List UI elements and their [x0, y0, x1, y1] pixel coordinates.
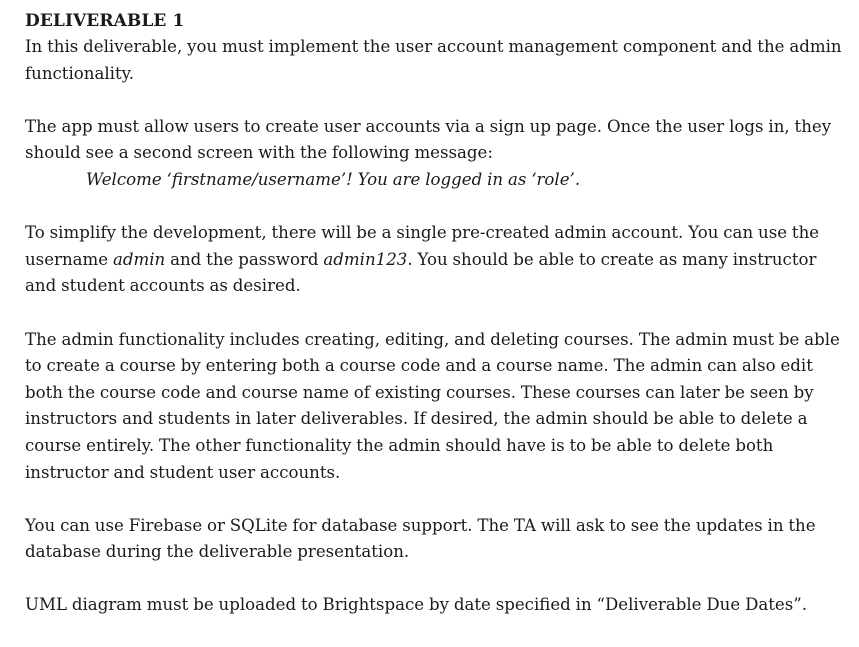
paragraph-gap: [25, 87, 845, 114]
welcome-message: Welcome ‘firstname/username’! You are logged in as ‘role’.: [86, 169, 581, 189]
paragraph-gap: [25, 300, 845, 327]
admin-account-text-start: To simplify the development, there will be a single pre-created admin account. You can use the username: [25, 223, 820, 269]
document-body: [25, 9, 845, 619]
admin-functionality-paragraph: The admin functionality includes creating, editing, and deleting courses. The admin must be able to create a course by entering both a course code and a course name. The admin can also edit both the course code and course name of existing courses. These courses can later be seen by instructors and students in later deliverables. If desired, the admin should be able to delete a course entirely. The other functionality the admin should have is to be able to delete both instructor and student user accounts.: [25, 329, 840, 482]
admin-account-text-middle: and the password: [165, 249, 324, 269]
admin-account-paragraph: [25, 220, 845, 300]
deliverable-heading: DELIVERABLE 1: [25, 11, 185, 31]
paragraph-gap: [25, 566, 845, 593]
paragraph-gap: [25, 486, 845, 513]
uml-paragraph: UML diagram must be uploaded to Brightspace by date specified in “Deliverable Due Dates”.: [25, 595, 808, 615]
admin-password: admin123: [323, 249, 408, 269]
signup-paragraph: The app must allow users to create user accounts via a sign up page. Once the user logs in, they should see a second screen with the following message:: [25, 116, 832, 163]
intro-paragraph: In this deliverable, you must implement the user account management component and the admin functionality.: [25, 37, 842, 83]
paragraph-gap: [25, 194, 845, 221]
database-paragraph: You can use Firebase or SQLite for database support. The TA will ask to see the updates in the database during the deliverable presentation.: [25, 515, 816, 562]
admin-account-text-end: . You should be able to create as many instructor and student accounts as desired.: [25, 249, 817, 296]
admin-username: admin: [112, 249, 166, 269]
